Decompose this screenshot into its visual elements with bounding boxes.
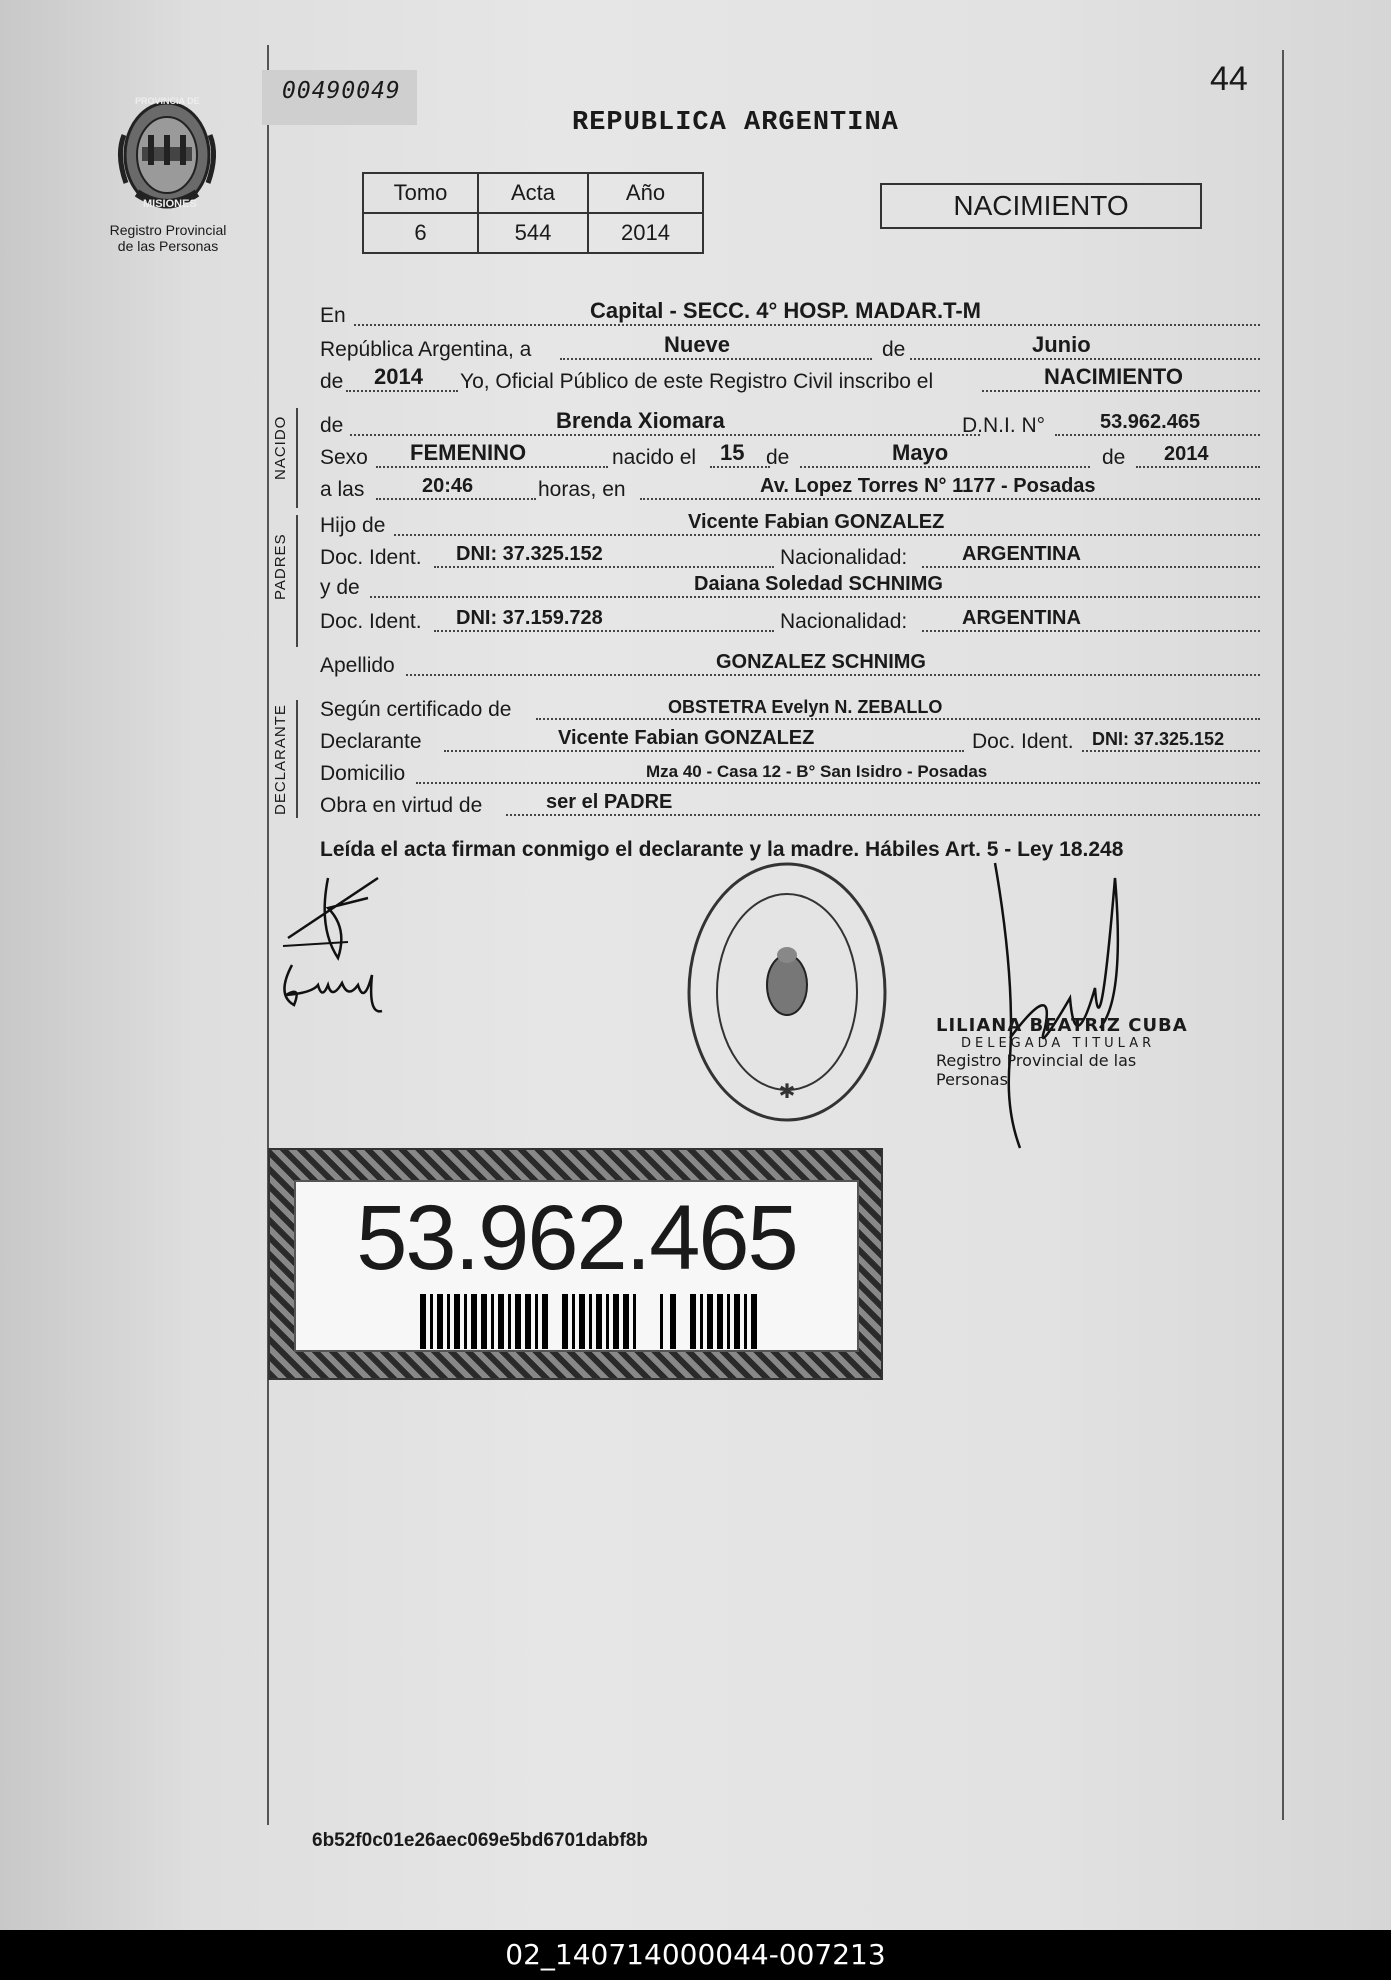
registry-header-ano: Año bbox=[588, 173, 703, 213]
dotted-line bbox=[394, 534, 1260, 536]
child-name: Brenda Xiomara bbox=[556, 408, 725, 433]
padres-section-label: PADRES bbox=[272, 533, 289, 600]
dotted-line bbox=[444, 750, 964, 752]
dotted-line bbox=[1136, 466, 1260, 468]
dotted-line bbox=[376, 498, 536, 500]
official-stamp bbox=[685, 860, 890, 1125]
registry-table-header-row bbox=[363, 173, 703, 213]
registry-table bbox=[362, 172, 704, 254]
declarant-name: Vicente Fabian GONZALEZ bbox=[558, 727, 815, 749]
svg-text:✱: ✱ bbox=[778, 1081, 796, 1103]
month-value: Junio bbox=[1032, 332, 1091, 357]
certificate-value: OBSTETRA Evelyn N. ZEBALLO bbox=[668, 697, 943, 717]
de-name-label: de bbox=[320, 414, 344, 437]
registry-value-tomo: 6 bbox=[363, 213, 478, 253]
record-type-box: NACIMIENTO bbox=[880, 183, 1202, 229]
dni-label-inner bbox=[294, 1180, 859, 1352]
dotted-line bbox=[536, 718, 1260, 720]
dotted-line bbox=[416, 782, 1260, 784]
registry-value-acta: 544 bbox=[478, 213, 588, 253]
declarante-label: Declarante bbox=[320, 730, 422, 753]
en-value: Capital - SECC. 4° HOSP. MADAR.T-M bbox=[590, 298, 981, 323]
row-time-place bbox=[320, 474, 1260, 504]
address-value: Mza 40 - Casa 12 - B° San Isidro - Posadas bbox=[646, 762, 988, 781]
day-value: Nueve bbox=[664, 332, 731, 357]
dotted-line bbox=[1055, 434, 1260, 436]
mother-signature bbox=[272, 955, 402, 1025]
footer-file-id: 02_140714000044-007213 bbox=[0, 1930, 1391, 1980]
declarante-section-label: DECLARANTE bbox=[272, 704, 289, 815]
mother-doc: DNI: 37.159.728 bbox=[456, 607, 603, 629]
dotted-line bbox=[710, 466, 770, 468]
country-title: REPUBLICA ARGENTINA bbox=[572, 108, 899, 138]
row-sex-birth bbox=[320, 442, 1260, 472]
official-signature bbox=[975, 858, 1155, 1158]
child-dni: 53.962.465 bbox=[1100, 411, 1201, 433]
dotted-line bbox=[354, 324, 1260, 326]
row-year bbox=[320, 366, 1260, 396]
dni-label-sticker bbox=[268, 1148, 883, 1380]
seal-bottom-text: MISIONES bbox=[143, 198, 197, 210]
rep-label: República Argentina, a bbox=[320, 338, 532, 361]
de3-label: de bbox=[1102, 446, 1126, 469]
de-label: de bbox=[882, 338, 906, 361]
dotted-line bbox=[506, 814, 1260, 816]
father-name: Vicente Fabian GONZALEZ bbox=[688, 511, 945, 533]
obra-label: Obra en virtud de bbox=[320, 794, 483, 817]
dotted-line bbox=[346, 390, 458, 392]
dotted-line bbox=[982, 390, 1260, 392]
dotted-line bbox=[910, 358, 1260, 360]
hijo-label: Hijo de bbox=[320, 514, 386, 537]
row-en bbox=[320, 300, 1260, 330]
registry-value-ano: 2014 bbox=[588, 213, 703, 253]
domicilio-label: Domicilio bbox=[320, 762, 406, 785]
apellido-label: Apellido bbox=[320, 654, 395, 677]
row-address bbox=[320, 758, 1260, 788]
de2-label: de bbox=[766, 446, 790, 469]
row-declarant bbox=[320, 726, 1260, 756]
official-role: DELEGADA TITULAR bbox=[961, 1036, 1156, 1051]
row-father-doc bbox=[320, 542, 1260, 572]
seal-caption bbox=[88, 222, 248, 254]
year-value: 2014 bbox=[374, 364, 423, 389]
row-certificate bbox=[320, 694, 1260, 724]
page-number: 44 bbox=[1210, 60, 1248, 98]
row-father bbox=[320, 510, 1260, 540]
row-child-name bbox=[320, 410, 1260, 440]
birth-month: Mayo bbox=[892, 440, 949, 465]
declarant-doc-label: Doc. Ident. bbox=[972, 730, 1074, 753]
en-label: En bbox=[320, 304, 346, 327]
dotted-line bbox=[1082, 750, 1260, 752]
sexo-label: Sexo bbox=[320, 446, 368, 469]
year-prefix-label: de bbox=[320, 370, 344, 393]
segun-label: Según certificado de bbox=[320, 698, 512, 721]
y-de-label: y de bbox=[320, 576, 360, 599]
left-margin-line bbox=[267, 45, 269, 1825]
dotted-line bbox=[800, 466, 1090, 468]
father-doc: DNI: 37.325.152 bbox=[456, 543, 603, 565]
dotted-line bbox=[640, 498, 1260, 500]
right-margin-line bbox=[1282, 50, 1284, 1820]
father-doc-label: Doc. Ident. bbox=[320, 546, 422, 569]
acto-value: NACIMIENTO bbox=[1044, 364, 1183, 389]
dotted-line bbox=[434, 630, 774, 632]
capacity-value: ser el PADRE bbox=[546, 791, 673, 813]
provincial-seal-logo bbox=[112, 95, 222, 215]
official-registry: Registro Provincial de las Personas bbox=[936, 1051, 1137, 1089]
yo-text: Yo, Oficial Público de este Registro Civil inscribo el bbox=[460, 370, 934, 393]
horas-label: horas, en bbox=[538, 478, 626, 501]
row-surname bbox=[320, 650, 1260, 680]
row-mother-doc bbox=[320, 606, 1260, 636]
dotted-line bbox=[922, 630, 1260, 632]
seal-top-text: PROVINCIA DE bbox=[135, 96, 200, 106]
dotted-line bbox=[922, 566, 1260, 568]
barcode-graphic bbox=[420, 1294, 760, 1349]
row-date bbox=[320, 334, 1260, 364]
father-nac-label: Nacionalidad: bbox=[780, 546, 908, 569]
father-nationality: ARGENTINA bbox=[962, 543, 1081, 565]
mother-nationality: ARGENTINA bbox=[962, 607, 1081, 629]
official-name: LILIANA BEATRIZ CUBA bbox=[936, 1015, 1188, 1036]
legal-statement: Leída el acta firman conmigo el declarante y la madre. Hábiles Art. 5 - Ley 18.248 bbox=[320, 838, 1124, 861]
nacido-section-label: NACIDO bbox=[272, 415, 289, 480]
serial-number: 00490049 bbox=[262, 70, 417, 125]
dotted-line bbox=[350, 434, 980, 436]
surname-value: GONZALEZ SCHNIMG bbox=[716, 651, 926, 673]
dotted-line bbox=[406, 674, 1260, 676]
birth-time: 20:46 bbox=[422, 475, 474, 497]
sexo-value: FEMENINO bbox=[410, 440, 527, 465]
registry-header-tomo: Tomo bbox=[363, 173, 478, 213]
dotted-line bbox=[376, 466, 608, 468]
a-las-label: a las bbox=[320, 478, 365, 501]
document-hash: 6b52f0c01e26aec069e5bd6701dabf8b bbox=[312, 1830, 648, 1851]
dni-label-number: 53.962.465 bbox=[356, 1187, 797, 1289]
registry-table-value-row bbox=[363, 213, 703, 253]
row-mother bbox=[320, 572, 1260, 602]
dotted-line bbox=[434, 566, 774, 568]
birth-place: Av. Lopez Torres N° 1177 - Posadas bbox=[760, 475, 1096, 497]
birth-day: 15 bbox=[720, 440, 745, 465]
nacido-el-label: nacido el bbox=[612, 446, 697, 469]
birth-year: 2014 bbox=[1164, 443, 1209, 465]
registry-header-acta: Acta bbox=[478, 173, 588, 213]
mother-doc-label: Doc. Ident. bbox=[320, 610, 422, 633]
dotted-line bbox=[560, 358, 872, 360]
official-block bbox=[936, 1015, 1206, 1089]
mother-name: Daiana Soledad SCHNIMG bbox=[694, 573, 943, 595]
seal-caption-line2: de las Personas bbox=[117, 238, 219, 254]
declarant-doc: DNI: 37.325.152 bbox=[1092, 729, 1225, 749]
row-capacity bbox=[320, 790, 1260, 820]
dotted-line bbox=[370, 596, 1260, 598]
seal-caption-line1: Registro Provincial bbox=[109, 222, 227, 238]
dni-label: D.N.I. N° bbox=[962, 414, 1046, 437]
mother-nac-label: Nacionalidad: bbox=[780, 610, 908, 633]
